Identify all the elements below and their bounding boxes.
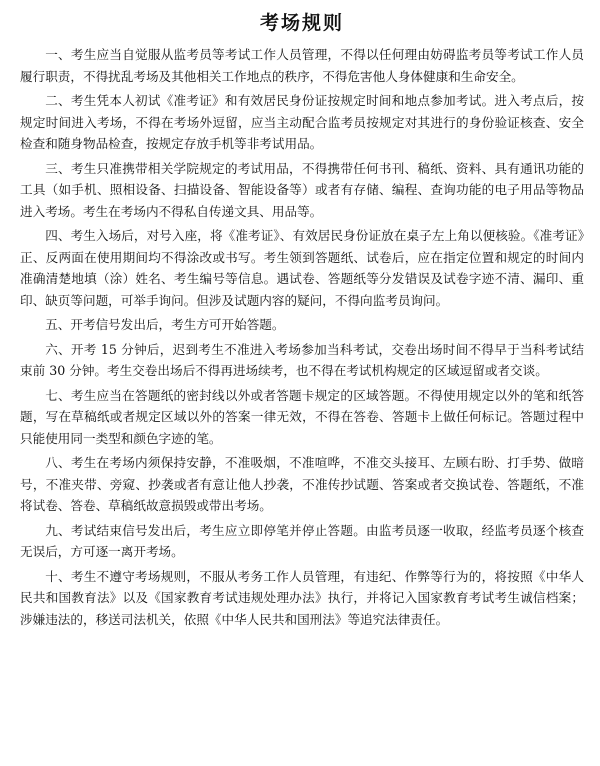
page-title: 考场规则 (259, 12, 344, 34)
rule-1: 一、考生应当自觉服从监考员等考试工作人员管理，不得以任何理由妨碍监考员等考试工作人员履行职责，不得扰乱考场及其他相关工作地点的秩序，不得危害他人身体健康和生命安全。 (20, 47, 584, 84)
rule-8: 八、考生在考场内须保持安静，不准吸烟，不准喧哗，不准交头接耳、左顾右盼、打手势、做暗号，不准夹带、旁窥、抄袭或者有意让他人抄袭，不准传抄试题、答案或者交换试卷、答题纸，不准将试卷、答卷、草稿纸故意损毁或带出考场。 (20, 455, 584, 513)
rule-6: 六、开考 15 分钟后，迟到考生不准进入考场参加当科考试，交卷出场时间不得早于当科考试结束前 30 分钟。考生交卷出场后不得再进场续考，也不得在考试机构规定的区域逗留或者交谈。 (20, 341, 584, 378)
rule-7: 七、考生应当在答题纸的密封线以外或者答题卡规定的区域答题。不得使用规定以外的笔和纸答题，写在草稿纸或者规定区域以外的答案一律无效，不得在答卷、答题卡上做任何标记。答题过程中只能使用同一类型和颜色字迹的笔。 (20, 387, 584, 446)
rule-5: 五、开考信号发出后，考生方可开始答题。 (45, 317, 285, 332)
rule-2: 二、考生凭本人初试《准考证》和有效居民身份证按规定时间和地点参加考试。进入考点后，按规定时间进入考场，不得在考场外逗留，应当主动配合监考员按规定对其进行的身份验证核查、安全检查和随身物品检查，按规定存放手机等非考试用品。 (20, 93, 584, 151)
rule-9: 九、考试结束信号发出后，考生应立即停笔并停止答题。由监考员逐一收取，经监考员逐个核查无误后，方可逐一离开考场。 (20, 522, 584, 559)
rule-3: 三、考生只准携带相关学院规定的考试用品，不得携带任何书刊、稿纸、资料、具有通讯功能的工具（如手机、照相设备、扫描设备、智能设备等）或者有存储、编程、查询功能的电子用品等物品进入考场。考生在考场内不得私自传递文具、用品等。 (20, 160, 584, 219)
rule-10: 十、考生不遵守考场规则，不服从考务工作人员管理，有违纪、作弊等行为的，将按照《中华人民共和国教育法》以及《国家教育考试违规处理办法》执行，并将记入国家教育考试考生诚信档案；涉嫌违法的，移送司法机关，依照《中华人民共和国刑法》等追究法律责任。 (20, 568, 584, 627)
rule-4: 四、考生入场后，对号入座，将《准考证》、有效居民身份证放在桌子左上角以便核验。《准考证》正、反两面在使用期间均不得涂改或书写。考生领到答题纸、试卷后，应在指定位置和规定的时间内准确清楚地填（涂）姓名、考生编号等信息。遇试卷、答题纸等分发错误及试卷字迹不清、漏印、重印、缺页等问题，可举手询问。但涉及试题内容的疑问，不得向监考员询问。 (20, 228, 584, 308)
